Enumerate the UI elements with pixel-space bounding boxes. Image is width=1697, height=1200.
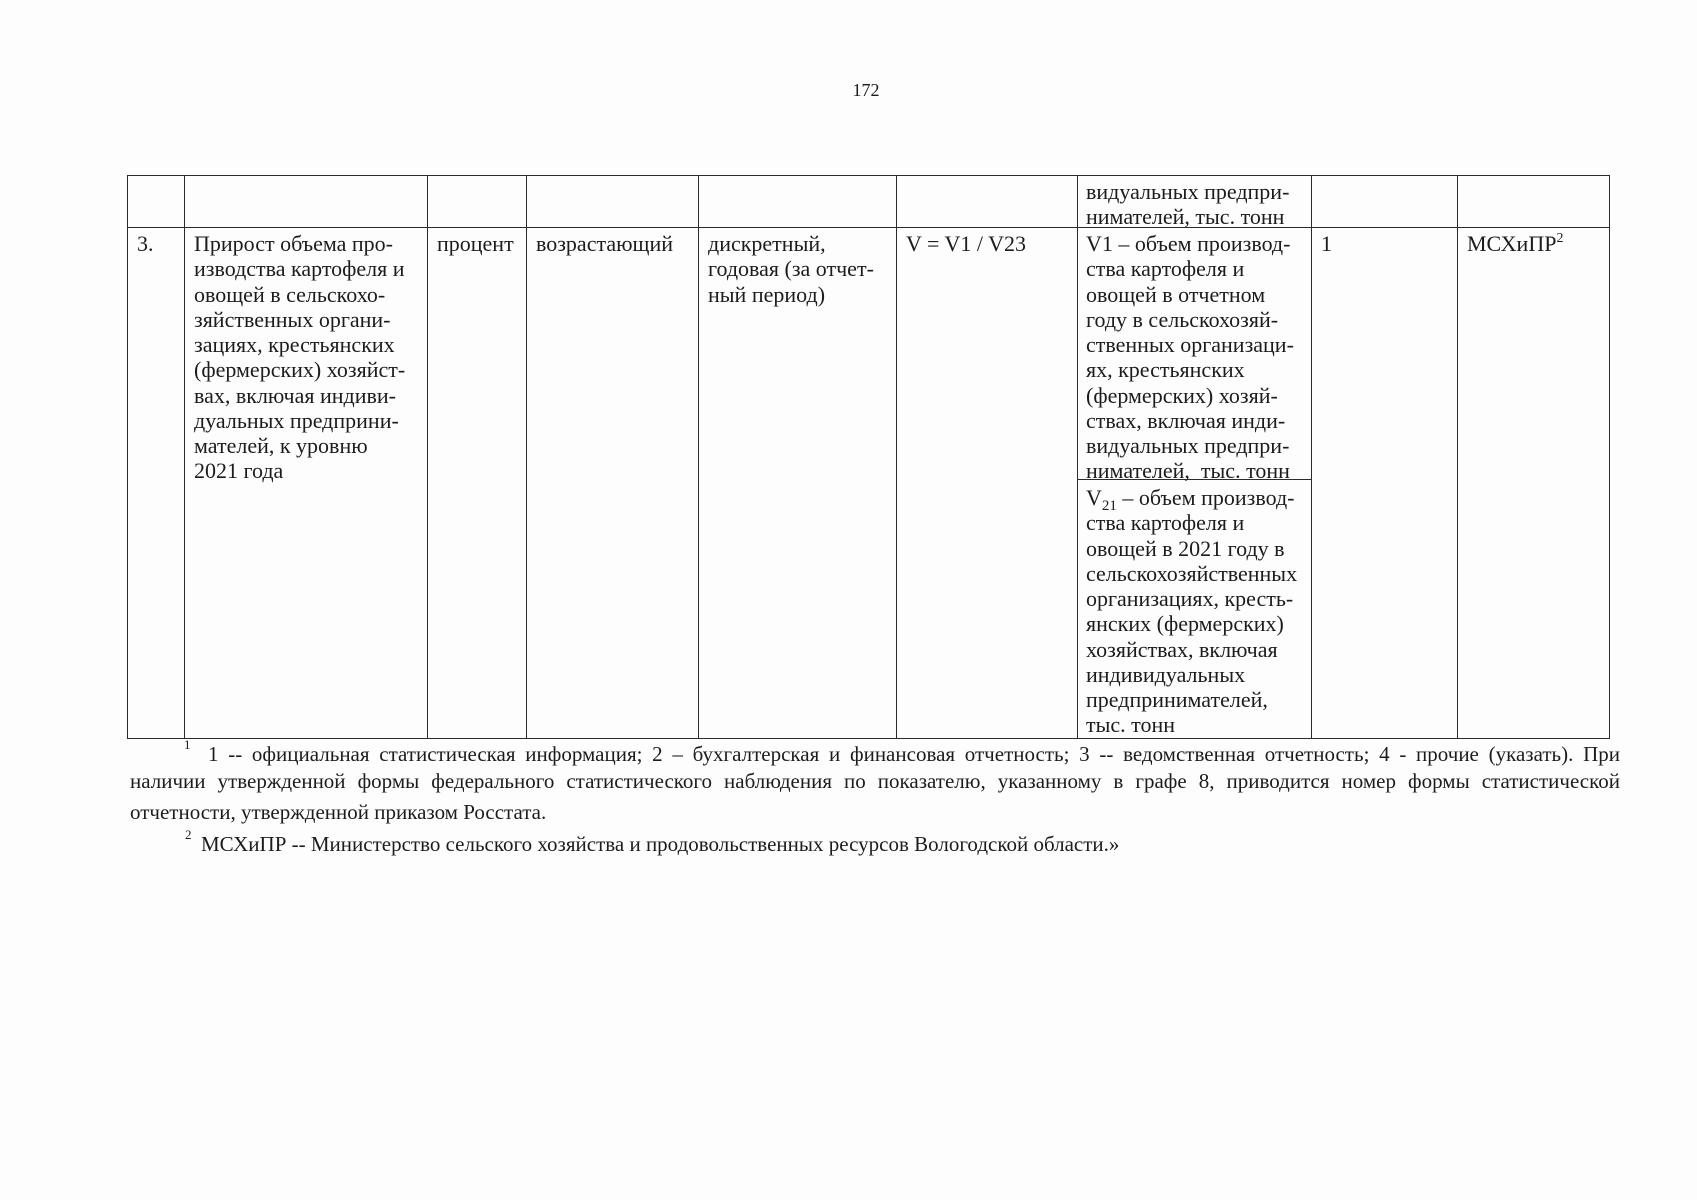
table-cell-empty [526, 175, 699, 228]
source-text: 1 [1321, 231, 1332, 256]
footnote-1-line: отчетности, утвержденной приказом Росстата. [130, 800, 547, 824]
source-cell [1311, 227, 1458, 739]
footnote-1-line: 1 -- официальная статистическая информация; 2 – бухгалтерская и финансовая отчетность; 3 -- ведомственная отчетность; 4 - прочие (указать). При [208, 742, 1620, 766]
table-cell-empty [698, 175, 897, 228]
variable-v21-text: – объем производ- ства картофеля и овощей в 2021 году в сельскохозяйственных организациях, кресть- янских (фермерских) хозяйствах, включая индивидуальных предпринимателей, тыс. тонн [1086, 485, 1298, 738]
unit-cell [427, 227, 527, 739]
footnote-1-line: наличии утвержденной формы федерального статистического наблюдения по показателю, указанному в графе 8, приводится номер формы статистической [130, 769, 1620, 793]
trend-text: возрастающий [536, 231, 674, 256]
table-cell-empty [896, 175, 1078, 228]
indicator-name: Прирост объема про- изводства картофеля и овощей в сельскохо- зяйственных органи- зациях, крестьянских (фермерских) хозяйст- вах, включая индиви- дуальных предприни- мателей, к уровню 2021 года [194, 231, 406, 484]
table-cell-empty [127, 175, 185, 228]
formula-cell [896, 227, 1078, 739]
periodicity-text: дискретный, годовая (за отчет- ный период) [708, 231, 874, 307]
variable-v21-cell [1077, 479, 1312, 739]
trend-cell [526, 227, 699, 739]
variable-v21-subscript: 21 [1101, 498, 1117, 514]
responsible-text: МСХиПР [1467, 231, 1557, 256]
footnote-2-text: МСХиПР -- Министерство сельского хозяйства и продовольственных ресурсов Вологодской области.» [201, 832, 1120, 856]
unit-text: процент [437, 231, 514, 256]
page-number: 172 [852, 80, 880, 100]
table-cell-empty [427, 175, 527, 228]
variable-v1-cell [1077, 227, 1312, 484]
row-number: 3. [137, 231, 154, 256]
footnote-reference: 2 [1556, 231, 1564, 246]
table-cell-empty [1457, 175, 1610, 228]
variable-v1-text: V1 – объем производ- ства картофеля и овощей в отчетном году в сельскохозяй- ственных организаци- ях, крестьянских (фермерских) хозяй- ствах, включая инди- видуальных предпри- нимателей, тыс. тонн [1086, 231, 1294, 484]
continuation-variables-cell [1077, 175, 1312, 228]
table-cell-empty [1311, 175, 1458, 228]
formula-text: V = V1 / V23 [906, 231, 1026, 256]
footnote-2-mark: 2 [185, 827, 192, 842]
table-cell-empty [184, 175, 428, 228]
variable-v21-symbol: V [1086, 485, 1102, 510]
footnote-1-mark: 1 [184, 737, 191, 752]
periodicity-cell [698, 227, 897, 739]
indicator-name-cell [184, 227, 428, 739]
continuation-variables-text: видуальных предпри- нимателей, тыс. тонн [1086, 179, 1290, 230]
row-number-cell [127, 227, 185, 739]
responsible-cell [1457, 227, 1610, 739]
